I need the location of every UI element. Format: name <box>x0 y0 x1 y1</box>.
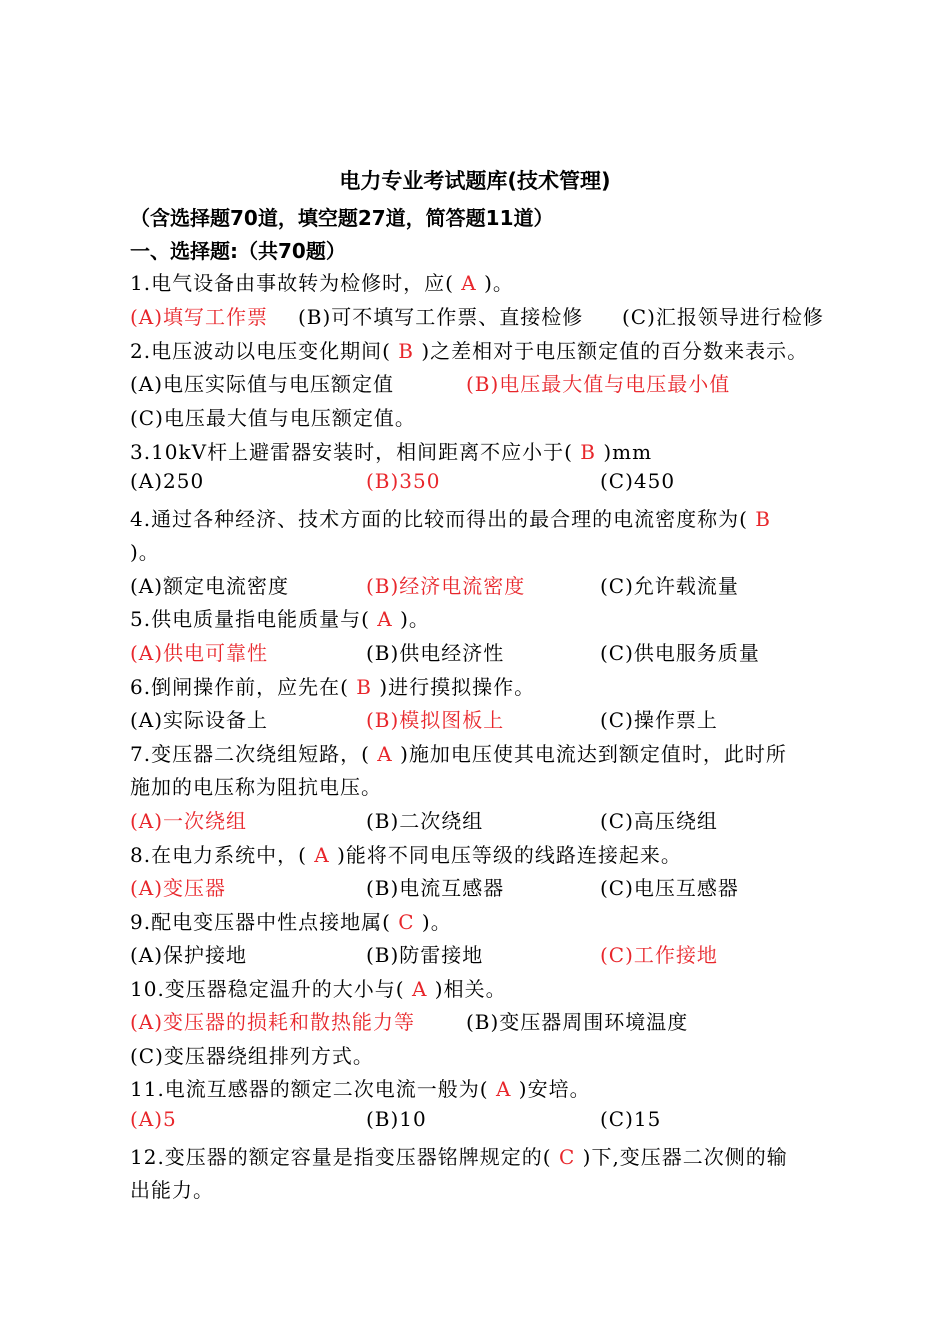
q7-option-c: (C)高压绕组 <box>600 809 718 833</box>
question-9: 9.配电变压器中性点接地属( C )。 <box>130 910 452 934</box>
q10-option-a: (A)变压器的损耗和散热能力等 <box>130 1010 416 1034</box>
answer-9: C <box>390 910 422 934</box>
q6-option-a: (A)实际设备上 <box>130 708 269 732</box>
q3-option-c: (C)450 <box>600 469 676 493</box>
q10-option-c: (C)变压器绕组排列方式。 <box>130 1044 374 1068</box>
question-7-cont: 施加的电压称为阻抗电压。 <box>130 775 382 799</box>
q3-option-b: (B)350 <box>366 469 441 493</box>
q5-option-c: (C)供电服务质量 <box>600 641 760 665</box>
q11-option-b: (B)10 <box>366 1107 427 1131</box>
question-1: 1.电气设备由事故转为检修时，应( A )。 <box>130 271 514 295</box>
page-title: 电力专业考试题库(技术管理) <box>339 169 611 193</box>
q2-option-c: (C)电压最大值与电压额定值。 <box>130 406 416 430</box>
question-12: 12.变压器的额定容量是指变压器铭牌规定的( C )下,变压器二次侧的输 <box>130 1145 788 1169</box>
answer-7: A <box>369 742 401 766</box>
q1-option-c: (C)汇报领导进行检修 <box>622 305 824 329</box>
question-10: 10.变压器稳定温升的大小与( A )相关。 <box>130 977 507 1001</box>
question-8: 8.在电力系统中，( A )能将不同电压等级的线路连接起来。 <box>130 843 682 867</box>
q9-option-a: (A)保护接地 <box>130 943 248 967</box>
q6-option-b: (B)模拟图板上 <box>366 708 505 732</box>
question-11: 11.电流互感器的额定二次电流一般为( A )安培。 <box>130 1077 591 1101</box>
answer-5: A <box>369 607 401 631</box>
q5-option-b: (B)供电经济性 <box>366 641 505 665</box>
question-3: 3.10kV杆上避雷器安装时，相间距离不应小于( B )mm <box>130 440 653 464</box>
q4-option-c: (C)允许载流量 <box>600 574 739 598</box>
q4-option-b: (B)经济电流密度 <box>366 574 526 598</box>
q8-option-c: (C)电压互感器 <box>600 876 739 900</box>
q2-option-b: (B)电压最大值与电压最小值 <box>466 372 731 396</box>
q11-option-a: (A)5 <box>130 1107 177 1131</box>
answer-8: A <box>306 843 338 867</box>
q9-option-b: (B)防雷接地 <box>366 943 484 967</box>
answer-12: C <box>551 1145 583 1169</box>
q8-option-b: (B)电流互感器 <box>366 876 505 900</box>
q3-option-a: (A)250 <box>130 469 205 493</box>
q11-option-c: (C)15 <box>600 1107 662 1131</box>
q7-option-a: (A)一次绕组 <box>130 809 248 833</box>
section-heading: 一、选择题:（共70题） <box>130 239 346 263</box>
answer-2: B <box>390 339 422 363</box>
q4-option-a: (A)额定电流密度 <box>130 574 290 598</box>
question-12-cont: 出能力。 <box>130 1178 214 1202</box>
q7-option-b: (B)二次绕组 <box>366 809 484 833</box>
q2-option-a: (A)电压实际值与电压额定值 <box>130 372 395 396</box>
page-subtitle: （含选择题70道，填空题27道，简答题11道） <box>130 206 554 230</box>
q5-option-a: (A)供电可靠性 <box>130 641 269 665</box>
question-5: 5.供电质量指电能质量与( A )。 <box>130 607 430 631</box>
q10-option-b: (B)变压器周围环境温度 <box>466 1010 689 1034</box>
question-4: 4.通过各种经济、技术方面的比较而得出的最合理的电流密度称为( B <box>130 507 771 531</box>
question-7: 7.变压器二次绕组短路，( A )施加电压使其电流达到额定值时，此时所 <box>130 742 787 766</box>
q1-option-a: (A)填写工作票 <box>130 305 269 329</box>
q8-option-a: (A)变压器 <box>130 876 227 900</box>
answer-3: B <box>572 440 604 464</box>
q9-option-c: (C)工作接地 <box>600 943 718 967</box>
question-6: 6.倒闸操作前，应先在( B )进行摸拟操作。 <box>130 675 536 699</box>
answer-6: B <box>348 675 380 699</box>
question-4-cont: )。 <box>130 540 160 564</box>
question-2: 2.电压波动以电压变化期间( B )之差相对于电压额定值的百分数来表示。 <box>130 339 809 363</box>
answer-11: A <box>488 1077 519 1101</box>
answer-4: B <box>747 507 771 531</box>
q1-option-b: (B)可不填写工作票、直接检修 <box>298 305 584 329</box>
q6-option-c: (C)操作票上 <box>600 708 718 732</box>
answer-1: A <box>453 271 485 295</box>
answer-10: A <box>404 977 435 1001</box>
